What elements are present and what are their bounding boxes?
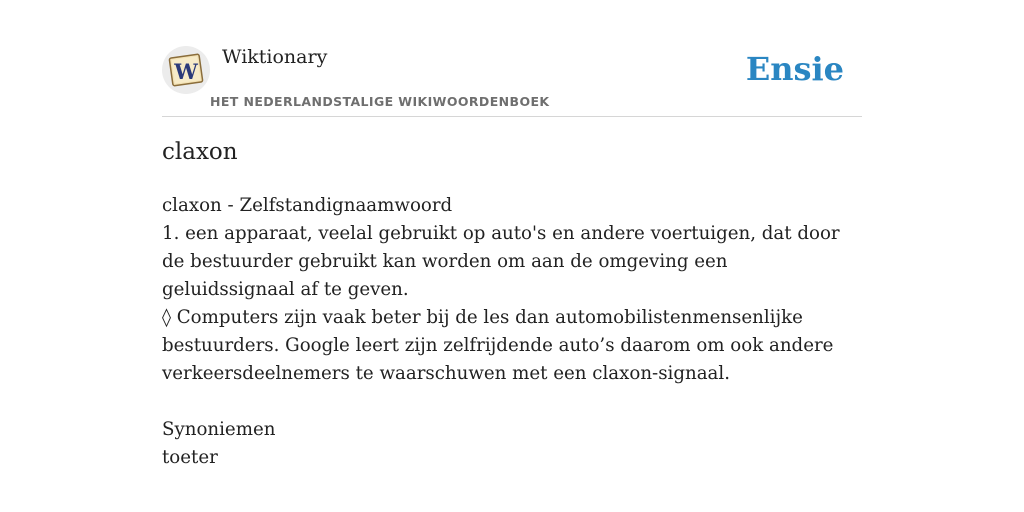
wiktionary-logo-icon[interactable] xyxy=(162,46,210,94)
ensie-brand-link[interactable]: Ensie xyxy=(745,50,844,88)
part-of-speech-line: claxon - Zelfstandignaamwoord xyxy=(162,195,453,216)
logo-letter: W xyxy=(174,59,198,84)
example-text: ◊ Computers zijn vaak beter bij de les dan automobilistenmensenlijke bestuurders. Google leert zijn zelfrijdende auto’s daarom om ook andere verkeersdeelnemers te waarschuwen met een claxon-signaal. xyxy=(162,307,834,384)
site-name[interactable]: Wiktionary xyxy=(222,46,328,68)
synonym-item[interactable]: toeter xyxy=(162,447,218,468)
site-header xyxy=(162,44,862,117)
definition-text: 1. een apparaat, veelal gebruikt op auto's en andere voertuigen, dat door de bestuurder gebruikt kan worden om aan de omgeving een geluidssignaal af te geven. xyxy=(162,223,840,300)
spacer xyxy=(162,388,852,416)
site-tagline: HET NEDERLANDSTALIGE WIKIWOORDENBOEK xyxy=(210,94,550,109)
synonyms-heading: Synoniemen xyxy=(162,419,276,440)
entry-content xyxy=(162,192,852,472)
page-title: claxon xyxy=(162,139,238,165)
